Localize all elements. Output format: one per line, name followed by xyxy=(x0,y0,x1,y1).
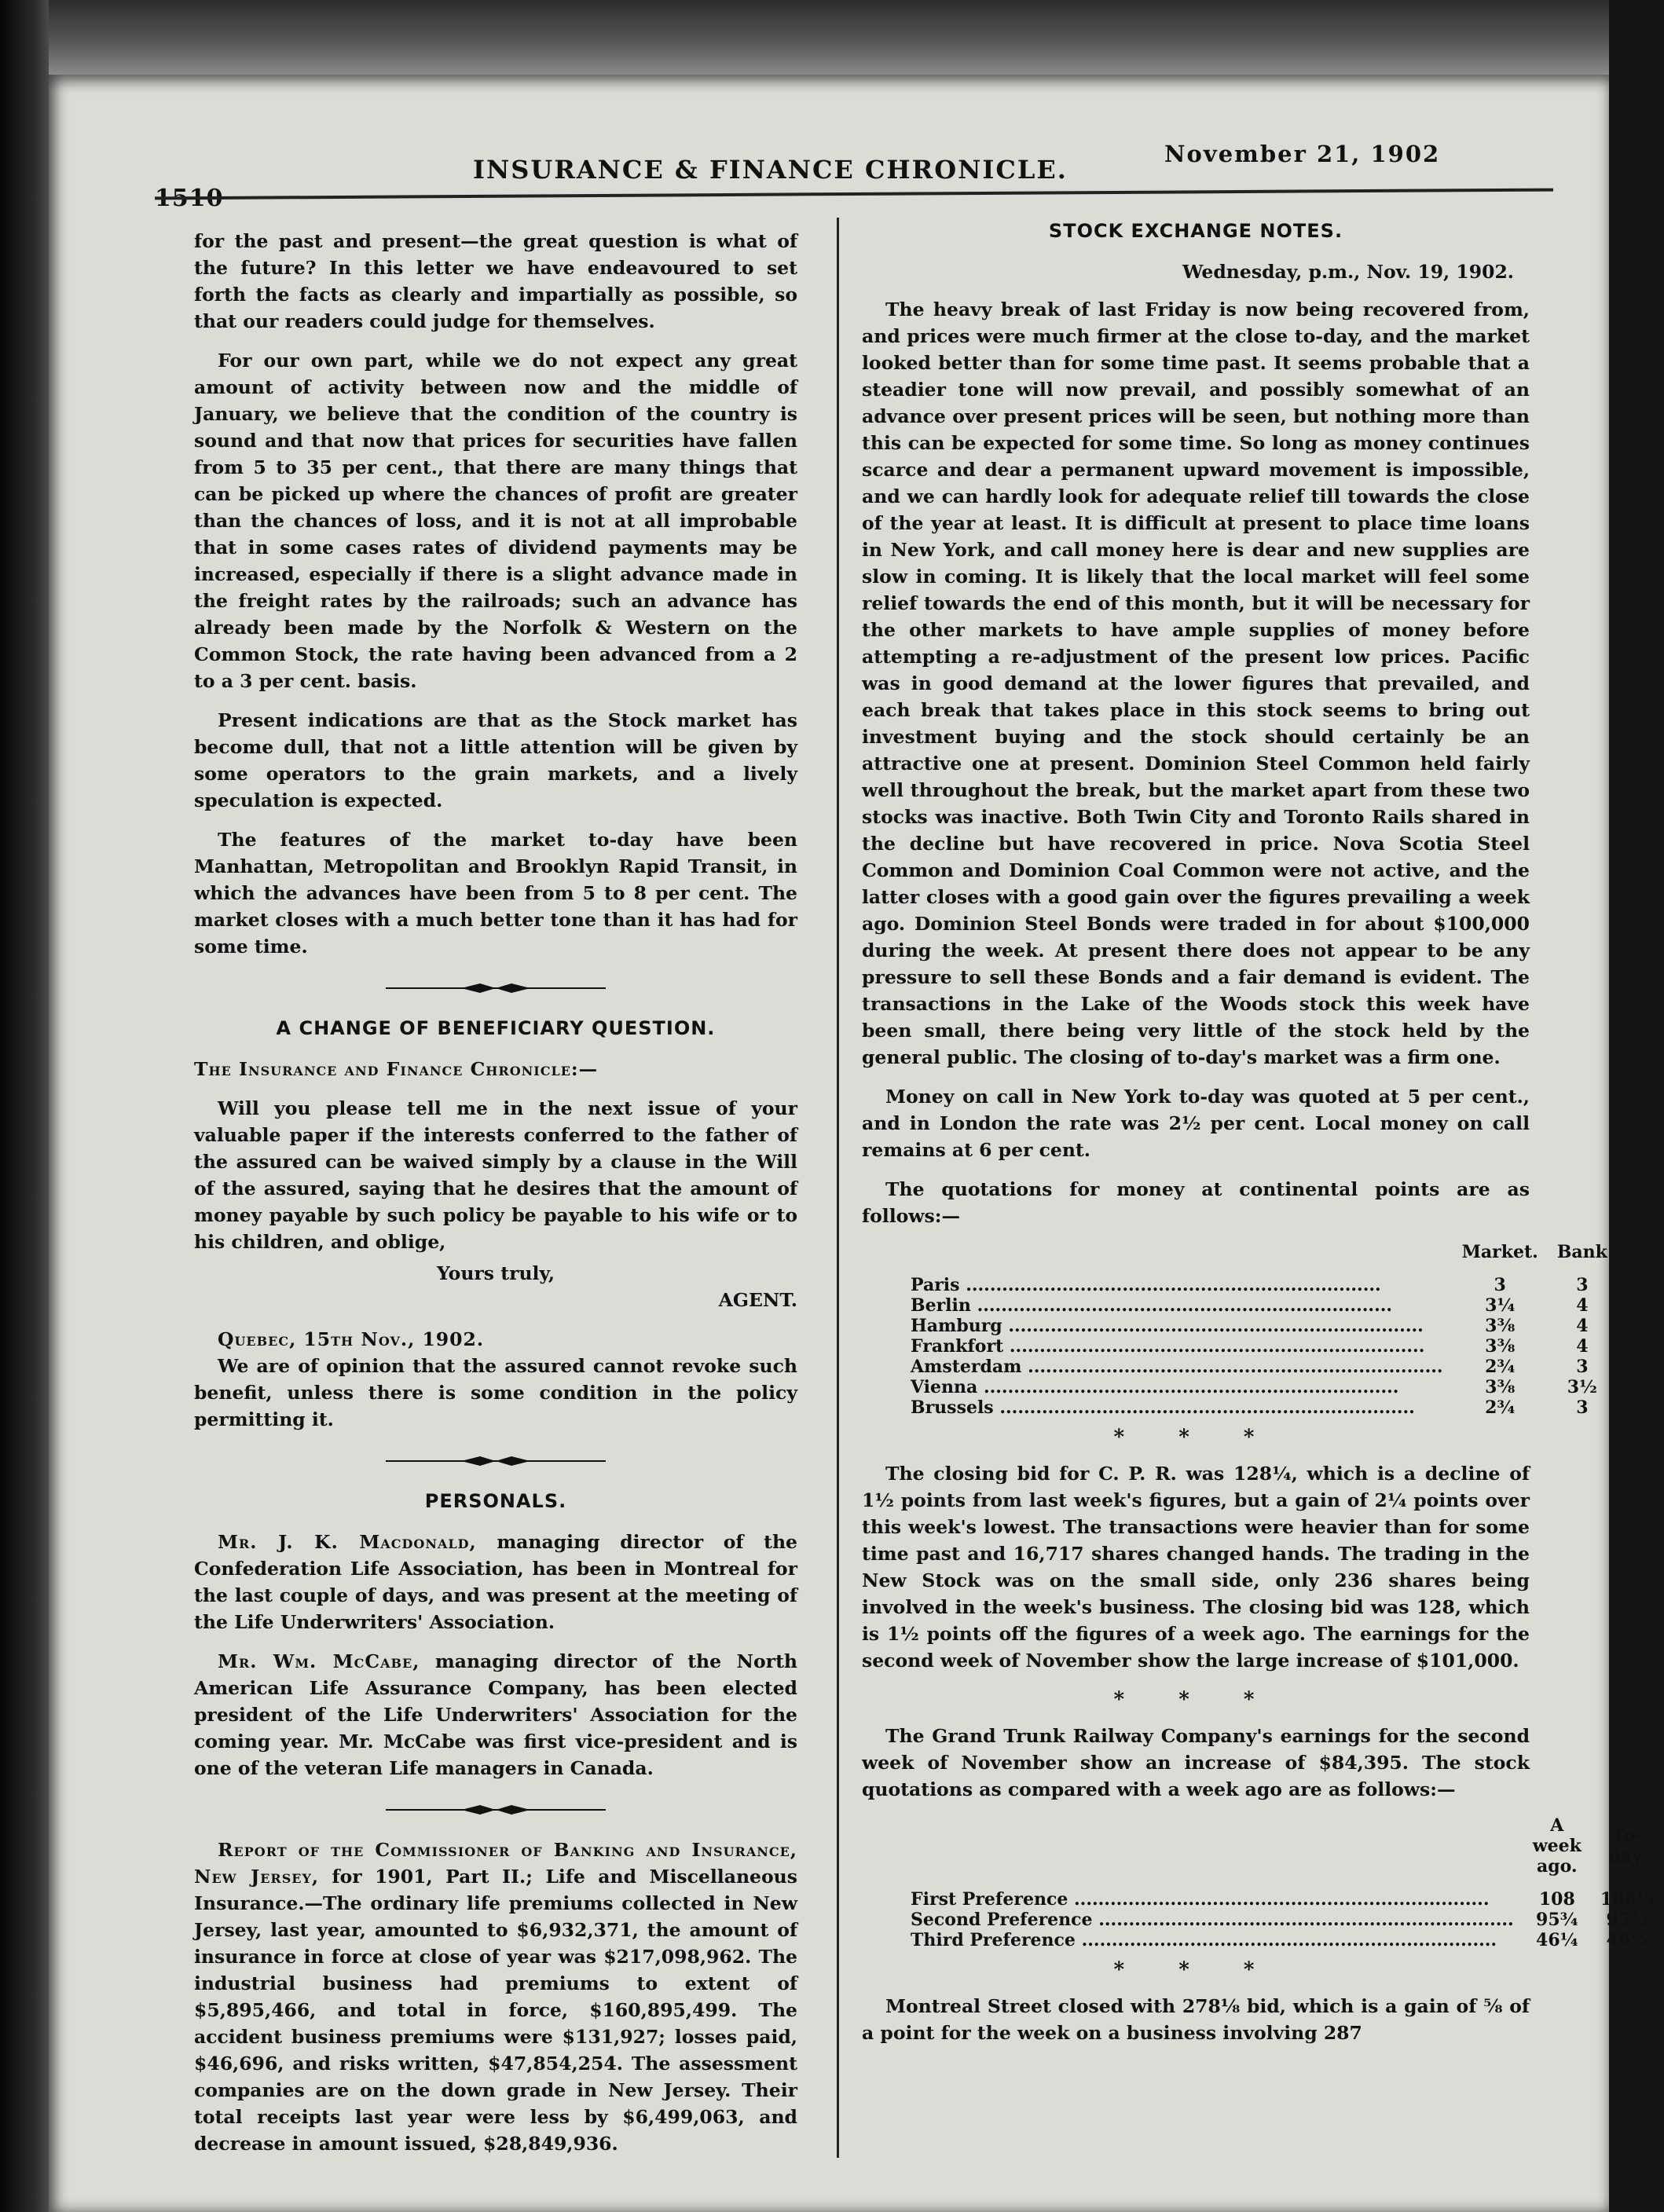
paragraph: The Grand Trunk Railway Company's earnings for the second week of November show an increase of $84,395. The stock quotations as compared with a week ago are as follows:— xyxy=(862,1725,1530,1800)
scan-border-top xyxy=(0,0,1609,75)
market-rate: 3⅜ xyxy=(1485,1336,1516,1357)
bank-rate: 3 xyxy=(1576,1275,1589,1295)
report-title: Report of the Commissioner of Banking and Insurance, New Jersey, xyxy=(194,1839,797,1888)
letter-signature: AGENT. xyxy=(718,1289,797,1311)
market-rate: 3⅜ xyxy=(1485,1316,1516,1336)
table-row xyxy=(901,1889,1664,1910)
column-divider xyxy=(837,218,839,2158)
bank-rate: 3 xyxy=(1576,1397,1589,1418)
paragraph: The quotations for money at continental points are as follows:— xyxy=(862,1178,1530,1227)
paragraph: for the past and present—the great question is what of the future? In this letter we have endeavoured to set forth the facts as clearly and impartially as possible, so that our readers could judge for themselves. xyxy=(194,230,797,332)
bank-rate: 3 xyxy=(1576,1357,1589,1377)
table-row xyxy=(901,1357,1617,1377)
personal-item xyxy=(194,1529,797,1635)
paragraph: The heavy break of last Friday is now being recovered from, and prices were much firmer at the close to-day, and the market looked better than for some time past. It seems probable that a steadier tone will now prevail, and possibly somewhat of an advance over present prices will be seen, but nothing more than this can be expected for some time. So long as money continues scarce and dear a permanent upward movement is impossible, and we can hardly look for adequate relief till towards the close of the year at least. It is difficult at present to place time loans in New York, and call money here is dear and new supplies are slow in coming. It is likely that the local market will feel some relief towards the end of this month, but it will be necessary for the other markets to have ample supplies of money before attempting a re-adjustment of the present low prices. Pacific was in good demand at the lower figures that prevailed, and each break that takes place in this stock seems to bring out investment buying and the stock should certainly be an attractive one at present. Dominion Steel Common held fairly well throughout the break, but the market apart from these two stocks was inactive. Both Twin City and Toronto Rails shared in the decline but have recovered in price. Nova Scotia Steel Common and Dominion Coal Common were not active, and the latter closes with a good gain over the figures prevailing a week ago. Dominion Steel Bonds were traded in for about $100,000 during the week. At present there does not appear to be any pressure to sell these Bonds and a fair demand is evident. The transactions in the Lake of the Woods stock this week have been small, there being very little of the stock held by the general public. The closing of to-day's market was a firm one. xyxy=(862,298,1530,1068)
market-rate: 3 xyxy=(1494,1275,1506,1295)
table-row xyxy=(901,1377,1617,1397)
market-rate: 2¾ xyxy=(1485,1397,1516,1418)
bank-rate: 4 xyxy=(1576,1316,1589,1336)
column-header: Market. xyxy=(1461,1242,1538,1262)
bank-rate: 3½ xyxy=(1567,1377,1597,1397)
market-rate: 3⅜ xyxy=(1485,1377,1516,1397)
column-header: To-day. xyxy=(1608,1826,1647,1866)
bank-rate: 4 xyxy=(1576,1295,1589,1316)
section-stars: * * * xyxy=(1113,1688,1278,1712)
section-heading-stock-exchange: STOCK EXCHANGE NOTES. xyxy=(1048,220,1343,242)
table-header-row xyxy=(901,1815,1664,1889)
city-name: Paris ..... xyxy=(901,1275,1453,1295)
table-row xyxy=(901,1316,1617,1336)
report-text: for 1901, Part II.; Life and Miscellaneous Insurance.—The ordinary life premiums collected in New Jersey, last year, amounted to $6,932,371, the amount of insurance in force at close of year was $217,098,962. The industrial business had premiums to extent of $5,895,466, and total in force, $160,895,499. The accident business premiums were $131,927; losses paid, $46,696, and risks written, $47,854,254. The assessment companies are on the down grade in New Jersey. Their total receipts last year were less by $6,499,063, and decrease in amount issued, $28,849,936. xyxy=(194,1866,797,2155)
today-value: 108¼ xyxy=(1600,1889,1655,1910)
week-ago-value: 108 xyxy=(1538,1889,1575,1910)
personal-name: Mr. J. K. Macdonald, xyxy=(218,1531,477,1553)
city-name: Hamburg ..... xyxy=(901,1316,1453,1336)
personal-item xyxy=(194,1648,797,1782)
paragraph: The closing bid for C. P. R. was 128¼, which is a decline of 1½ points from last week's figures, but a gain of 2¼ points over this week's lowest. The transactions were heavier than for some time past and 16,717 shares changed hands. The trading in the New Stock was on the small side, only 236 shares being involved in the week's business. The closing bid was 128, which is 1½ points off the figures of a week ago. The earnings for the second week of November show the large increase of $101,000. xyxy=(862,1463,1530,1672)
column-header: A week ago. xyxy=(1532,1815,1582,1877)
section-heading-personals: PERSONALS. xyxy=(424,1490,567,1512)
left-column xyxy=(194,228,797,2170)
ornament-divider xyxy=(194,972,797,1004)
personal-text: managing director of the North American Life Assurance Company, has been elected president of the Life Underwriters' Association for the coming year. Mr. McCabe was first vice-president and is one of the veteran Life managers in Canada. xyxy=(194,1650,798,1779)
city-name: Frankfort ..... xyxy=(901,1336,1453,1357)
section-stars: * * * xyxy=(1113,1426,1278,1449)
header-rule xyxy=(155,189,1553,200)
paragraph: For our own part, while we do not expect any great amount of activity between now and the middle of January, we believe that the condition of the country is sound and that now that prices for securities have fallen from 5 to 35 per cent., that there are many things that can be picked up where the chances of profit are greater than the chances of loss, and it is not at all improbable that in some cases rates of dividend payments may be increased, especially if there is a slight advance made in the freight rates by the railroads; such an advance has already been made by the Norfolk & Western on the Common Stock, the rate having been advanced from a 2 to a 3 per cent. basis. xyxy=(194,350,797,692)
market-rate: 2¾ xyxy=(1485,1357,1516,1377)
city-name: Brussels ..... xyxy=(901,1397,1453,1418)
issue-date: November 21, 1902 xyxy=(1164,141,1441,167)
bank-rate: 4 xyxy=(1576,1336,1589,1357)
letter-closing: Yours truly, xyxy=(436,1262,555,1284)
table-row xyxy=(901,1397,1617,1418)
table-row xyxy=(901,1295,1617,1316)
city-name: Berlin ..... xyxy=(901,1295,1453,1316)
stock-name: Third Preference ..... xyxy=(901,1930,1523,1950)
letter-body: Will you please tell me in the next issue of your valuable paper if the interests conferred to the father of the assured can be waived simply by a clause in the Will of the assured, saying that he desires that the amount of money payable by such policy be payable to his wife or to his children, and oblige, xyxy=(194,1097,797,1253)
ornament-divider xyxy=(194,1445,797,1477)
money-rates-table xyxy=(901,1242,1617,1418)
book-spine-shadow xyxy=(0,0,49,2212)
editor-reply: We are of opinion that the assured cannot revoke such benefit, unless there is some condition in the policy permitting it. xyxy=(194,1355,797,1430)
today-value: 95¾ xyxy=(1606,1910,1649,1930)
personal-name: Mr. Wm. McCabe, xyxy=(218,1650,420,1672)
ornament-divider xyxy=(194,1794,797,1826)
report-item xyxy=(194,1837,797,2157)
page-number: 1510 xyxy=(155,185,224,212)
table-row xyxy=(901,1275,1617,1295)
column-header: Bank xyxy=(1556,1242,1607,1262)
market-rate: 3¼ xyxy=(1485,1295,1516,1316)
grand-trunk-table xyxy=(901,1815,1664,1950)
week-ago-value: 46¼ xyxy=(1536,1930,1578,1950)
today-value: 46¼ xyxy=(1606,1930,1649,1950)
personal-text: managing director of the Confederation Life Association, has been in Montreal for the last couple of days, and was present at the meeting of the Life Underwriters' Association. xyxy=(194,1531,797,1633)
dateline: Wednesday, p.m., Nov. 19, 1902. xyxy=(1182,261,1514,283)
section-stars: * * * xyxy=(1113,1958,1278,1982)
week-ago-value: 95¾ xyxy=(1536,1910,1578,1930)
stock-name: Second Preference ..... xyxy=(901,1910,1523,1930)
letter-addressee: The Insurance and Finance Chronicle:— xyxy=(194,1058,599,1080)
paragraph: Money on call in New York to-day was quoted at 5 per cent., and in London the rate was 2½ per cent. Local money on call remains at 6 per cent. xyxy=(862,1086,1530,1161)
city-name: Vienna ..... xyxy=(901,1377,1453,1397)
stock-name: First Preference ..... xyxy=(901,1889,1523,1910)
newspaper-page xyxy=(49,75,1655,2212)
table-row xyxy=(901,1930,1664,1950)
section-heading-beneficiary: A CHANGE OF BENEFICIARY QUESTION. xyxy=(276,1017,716,1039)
right-column xyxy=(862,208,1655,2059)
city-name: Amsterdam ..... xyxy=(901,1357,1453,1377)
paragraph: Montreal Street closed with 278⅛ bid, which is a gain of ⅝ of a point for the week on a business involving 287 xyxy=(862,1995,1530,2044)
table-header-row xyxy=(901,1242,1617,1275)
table-row xyxy=(901,1910,1664,1930)
paragraph: Present indications are that as the Stock market has become dull, that not a little attention will be given by some operators to the grain markets, and a lively speculation is expected. xyxy=(194,709,797,811)
running-head: INSURANCE & FINANCE CHRONICLE. xyxy=(473,155,1068,185)
paragraph: The features of the market to-day have been Manhattan, Metropolitan and Brooklyn Rapid Transit, in which the advances have been from 5 to 8 per cent. The market closes with a much better tone than it has had for some time. xyxy=(194,829,797,958)
letter-place: Quebec, 15th Nov., 1902. xyxy=(218,1328,485,1350)
table-row xyxy=(901,1336,1617,1357)
